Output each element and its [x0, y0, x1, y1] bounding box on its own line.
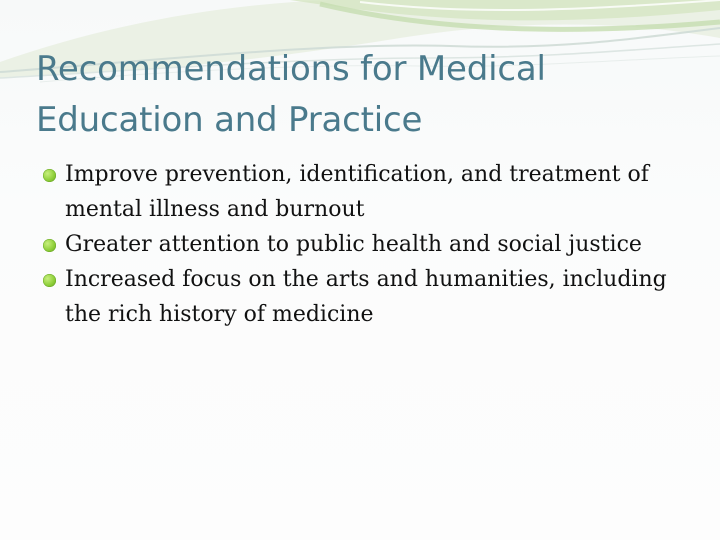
bullet-item: [42, 262, 702, 332]
bullet-list: [42, 157, 702, 332]
bullet-item: [42, 227, 702, 262]
green-dot-icon: [43, 239, 56, 252]
slide-title: Recommendations for Medical Education and Practice: [36, 49, 546, 140]
bullet-item: [42, 157, 702, 227]
green-dot-icon: [43, 169, 56, 182]
bullet-text: Increased focus on the arts and humanities, including the rich history of medicine: [65, 267, 667, 327]
bullet-text: Improve prevention, identification, and treatment of mental illness and burnout: [65, 162, 649, 222]
bullet-text: Greater attention to public health and social justice: [65, 232, 642, 257]
green-dot-icon: [43, 274, 56, 287]
